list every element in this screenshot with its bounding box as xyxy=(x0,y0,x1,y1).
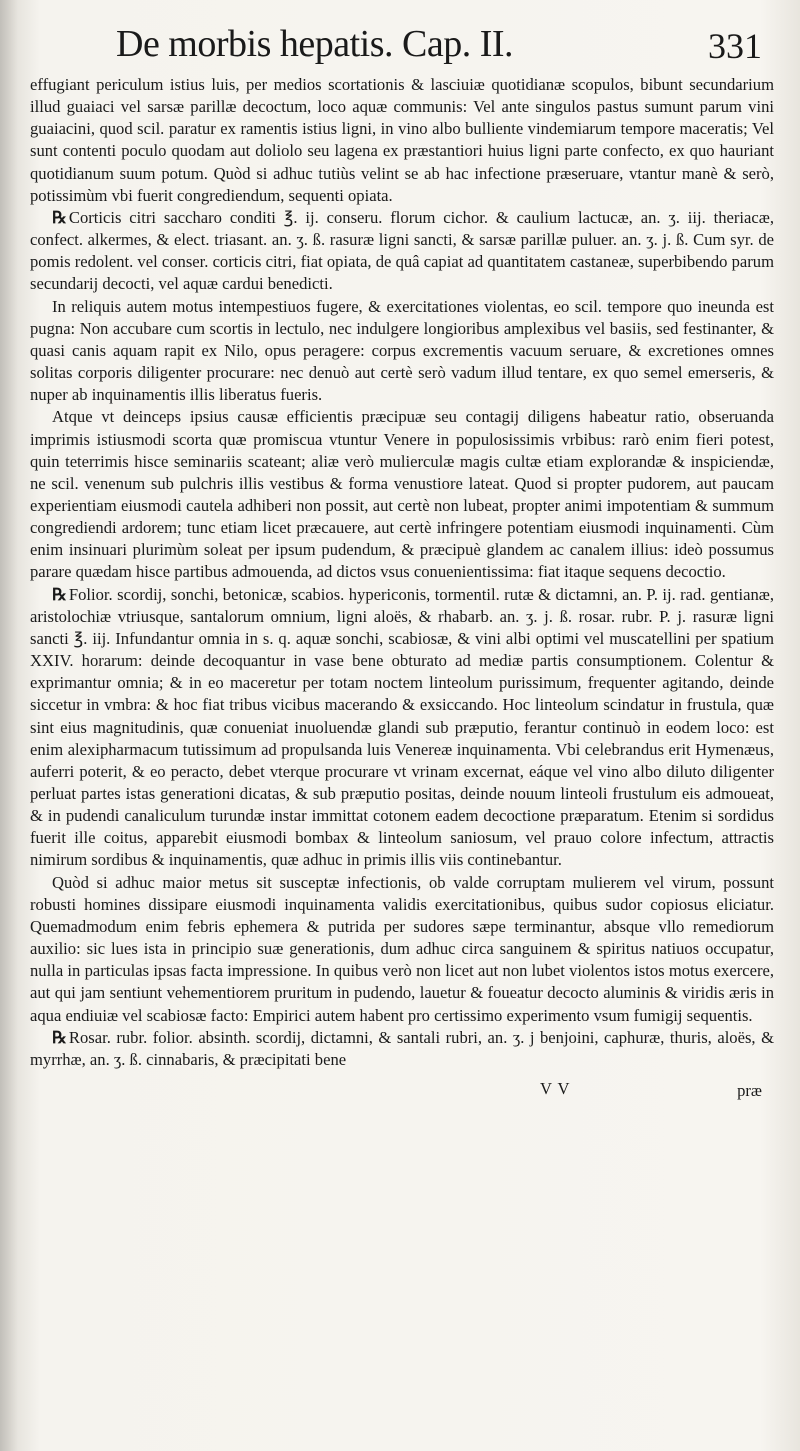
paragraph-text: Atque vt deinceps ipsius causæ efficientis præcipuæ seu contagij diligens habeatur ratio, obseruanda imprimis istiusmodi scorta quæ promiscua vtuntur Venere in populosissimis vrbibus: rarò enim fieri potest, quin teterrimis hisce seminariis scateant; aliæ verò mulierculæ magis cultæ etiam explorandæ & inspiciendæ, ne scil. venenum sub pulchris illis vestibus & forma venustiore lateat. Quod si propter pudorem, aut paucam experientiam eiusmodi cautela adhiberi non possit, aut certè non lubeat, propter animi impotentiam & summum congrediendi ardorem; tunc etiam licet præcauere, aut certè infringere potentiam eiusmodi inquinamenti. Cùm enim insinuari plurimùm soleat per ipsum pudendum, & præcipuè glandem ac canalem illius: ideò possumus parare quædam hisce partibus admouenda, ad dictos vsus conuenientissima: fiat itaque sequens decoctio. xyxy=(30,407,774,582)
paragraph-text: Rosar. rubr. folior. absinth. scordij, dictamni, & santali rubri, an. ʒ. j benjoini, caphuræ, thuris, aloës, & myrrhæ, an. ʒ. ß. cinnabaris, & præcipitati bene xyxy=(30,1027,774,1069)
paragraph-text: Folior. scordij, sonchi, betonicæ, scabios. hypericonis, tormentil. rutæ & dictamni, an. P. ij. rad. gentianæ, aristolochiæ vtriusque, santalorum omnium, ligni aloës, & rhabarb. an. ʒ. j. ß. rosar. rubr. P. j. rasuræ ligni sancti ℥. iij. Infundantur omnia in s. q. aquæ sonchi, scabiosæ, & vini albi optimi vel muscatellini per spatium XXIV. horarum: deinde decoquantur in vase bene obturato ad mediæ partis consumptionem. Colentur & exprimantur omnia; & in eo maceretur per totam noctem linteolum purissimum, frequenter agitando, deinde siccetur in vmbra: & hoc fiat tribus vicibus macerando & exsiccando. Hoc linteolum scindatur in frustula, quæ sint eius magnitudinis, quæ conueniat inuoluendæ glandi sub præputio, ferantur continuò in eodem loco: est enim alexipharmacum tutissimum ad propulsanda luis Venereæ inquinamenta. Vbi celebrandus erit Hymenæus, auferri poterit, & eo peracto, debet vterque procurare vt vrinam excernat, eáque vel vino albo diluto diligenter perluat partes istas generationi dicatas, & sub præputio positas, deinde nouum linteoli frustulum eis admoueat, & in pudendi canaliculum turundæ instar immittat cotonem eadem decoctione præparatum. Etenim si sordidus fuerit ille coitus, apparebit eiusmodi bombax & linteolum saniosum, vel prauo colore infectum, attractis nimirum sordibus & inquinamentis, quæ adhuc in primis illis viis continebantur. xyxy=(30,584,774,870)
recipe-fumigium xyxy=(30,1027,774,1071)
page-header xyxy=(30,22,778,74)
recipe-opiata xyxy=(30,207,774,296)
signature-mark: V V xyxy=(540,1079,571,1099)
paragraph-text: Corticis citri saccharo conditi ℥. ij. conseru. florum cichor. & caulium lactucæ, an. ʒ. iij. theriacæ, confect. alkermes, & elect. triasant. an. ʒ. ß. rasuræ ligni sancti, & sarsæ parillæ puluer. an. ʒ. j. ß. Cum syr. de pomis redolent. vel conser. corticis citri, fiat opiata, de quâ capiat ad quantitatem castaneæ, superbibendo parum secundarij decocti, vel aquæ cardui benedicti. xyxy=(30,207,774,294)
paragraph-text: effugiant periculum istius luis, per medios scortationis & lasciuiæ quotidianæ scopulos, bibunt secundarium illud guaiaci vel sarsæ parillæ decoctum, loco aquæ communis: Vel ante singulos pastus sumunt parum vini guaiacini, quod scil. paratur ex ramentis istius ligni, in vino albo bulliente vindemiarum tempore maceratis; Vel sunt contenti poculo quodam aut doliolo seu lagena ex præstantiori huius ligni parte confecto, ex quo hauriant quotidianum suum potum. Quòd si adhuc tutiùs velint se ab hac infectione præseruare, vtantur manè & serò, potissimùm vbi fuerit congrediendum, sequenti opiata. xyxy=(30,75,774,205)
paragraph-3 xyxy=(30,296,774,407)
page-number: 331 xyxy=(708,26,762,66)
paragraph-6 xyxy=(30,872,774,1027)
page-footer xyxy=(30,1079,778,1105)
recipe-symbol-icon: ℞ xyxy=(52,207,67,227)
gutter-shadow xyxy=(0,0,18,1451)
paragraph-4 xyxy=(30,406,774,583)
recipe-decoctio xyxy=(30,584,774,872)
paragraph-text: Quòd si adhuc maior metus sit susceptæ infectionis, ob valde corruptam mulierem vel virum, possunt robusti homines dissipare eiusmodi inquinamenta validis exercitationibus, quibus sudor copiosus eliciatur. Quemadmodum enim febris ephemera & putrida per sudores sæpe terminantur, absque vllo remediorum auxilio: sic lues ista in principio suæ generationis, dum adhuc circa sanguinem & spiritus natiuos occupatur, nulla in particulas ipsas facta impressione. In quibus verò non licet aut non lubet violentos istos motus exercere, aut qui jam sentiunt vehementiorem pruritum in pudendo, lauetur & foueatur decocto aluminis & viridis æris in aqua endiuiæ vel scabiosæ facto: Empirici autem habent pro certissimo experimento vsum fumigij sequentis. xyxy=(30,872,774,1025)
recipe-symbol-icon: ℞ xyxy=(52,584,67,604)
paragraph-text: In reliquis autem motus intempestiuos fugere, & exercitationes violentas, eo scil. tempore quo ineunda est pugna: Non accubare cum scortis in lectulo, nec indulgere longioribus amplexibus vel basiis, sed festinanter, & quasi canis aquam rapit ex Nilo, opus peragere: corpus excrementis vacuum seruare, & excretiones omnes solitas corporis diligenter procurare: nec denuò aut certè serò vadum illud tentare, ex quo semel emerseris, & nuper ab inquinamentis illis liberatus fueris. xyxy=(30,296,774,405)
running-title: De morbis hepatis. Cap. II. xyxy=(116,23,514,65)
paragraph-1 xyxy=(30,74,774,207)
recipe-symbol-icon: ℞ xyxy=(52,1027,67,1047)
body-text xyxy=(30,74,774,1071)
catchword: præ xyxy=(737,1081,762,1101)
